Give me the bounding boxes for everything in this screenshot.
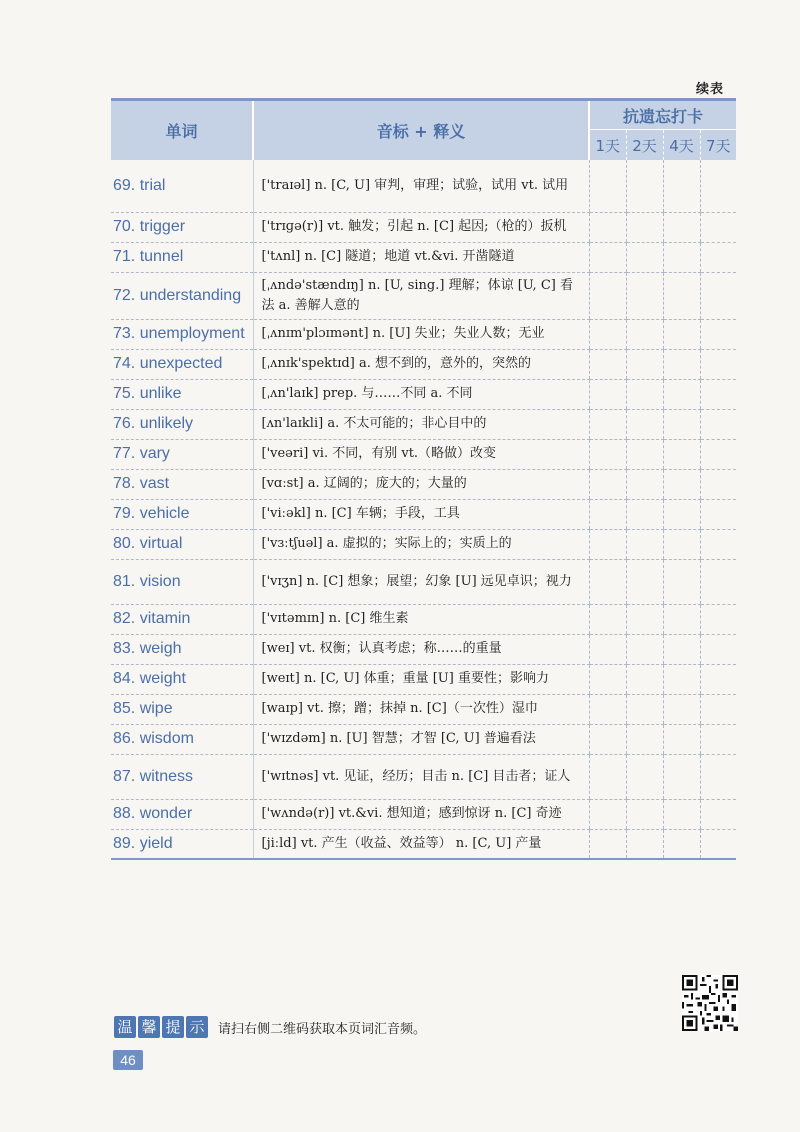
tip-badge: 温 (114, 1016, 136, 1038)
tip-badge: 馨 (138, 1016, 160, 1038)
vocab-meaning: [jiːld] vt. 产生（收益、效益等） n. [C, U] 产量 (253, 829, 589, 859)
review-checkbox[interactable] (700, 604, 736, 634)
review-checkbox[interactable] (663, 604, 700, 634)
review-checkbox[interactable] (700, 319, 736, 349)
review-checkbox[interactable] (700, 439, 736, 469)
review-checkbox[interactable] (626, 724, 663, 754)
review-checkbox[interactable] (589, 664, 626, 694)
table-row (111, 724, 736, 754)
table-row (111, 694, 736, 724)
review-checkbox[interactable] (700, 499, 736, 529)
review-checkbox[interactable] (626, 664, 663, 694)
table-row (111, 379, 736, 409)
review-checkbox[interactable] (700, 754, 736, 799)
review-checkbox[interactable] (589, 160, 626, 212)
table-row (111, 664, 736, 694)
review-checkbox[interactable] (663, 829, 700, 859)
vocab-meaning: [ˌʌnɪm'plɔɪmənt] n. [U] 失业；失业人数；无业 (253, 319, 589, 349)
table-row (111, 349, 736, 379)
vocabulary-table (111, 98, 736, 860)
review-checkbox[interactable] (663, 634, 700, 664)
review-checkbox[interactable] (700, 694, 736, 724)
table-row (111, 409, 736, 439)
vocab-word: 69. trial (111, 160, 253, 212)
vocab-meaning: [ʌn'laɪkli] a. 不太可能的；非心目中的 (253, 409, 589, 439)
review-checkbox[interactable] (700, 529, 736, 559)
review-checkbox[interactable] (589, 754, 626, 799)
table-row (111, 529, 736, 559)
qr-code[interactable] (682, 975, 738, 1031)
review-checkbox[interactable] (700, 272, 736, 319)
review-checkbox[interactable] (589, 499, 626, 529)
review-checkbox[interactable] (589, 529, 626, 559)
table-row (111, 242, 736, 272)
vocab-word: 79. vehicle (111, 499, 253, 529)
review-checkbox[interactable] (589, 349, 626, 379)
vocab-word: 81. vision (111, 559, 253, 604)
header-day-7: 7天 (700, 130, 736, 161)
review-checkbox[interactable] (589, 799, 626, 829)
vocab-meaning: ['viːəkl] n. [C] 车辆；手段，工具 (253, 499, 589, 529)
review-checkbox[interactable] (626, 469, 663, 499)
review-checkbox[interactable] (626, 439, 663, 469)
review-checkbox[interactable] (589, 242, 626, 272)
review-checkbox[interactable] (589, 634, 626, 664)
vocab-word: 77. vary (111, 439, 253, 469)
review-checkbox[interactable] (589, 272, 626, 319)
table-row (111, 559, 736, 604)
review-checkbox[interactable] (700, 559, 736, 604)
continued-label: 续表 (696, 82, 725, 97)
review-checkbox[interactable] (663, 529, 700, 559)
review-checkbox[interactable] (626, 319, 663, 349)
review-checkbox[interactable] (589, 212, 626, 242)
vocab-meaning: [weɪ] vt. 权衡；认真考虑；称……的重量 (253, 634, 589, 664)
review-checkbox[interactable] (663, 469, 700, 499)
vocab-meaning: [ˌʌn'laɪk] prep. 与……不同 a. 不同 (253, 379, 589, 409)
review-checkbox[interactable] (700, 829, 736, 859)
review-checkbox[interactable] (700, 469, 736, 499)
review-checkbox[interactable] (663, 349, 700, 379)
review-checkbox[interactable] (700, 379, 736, 409)
table-row (111, 499, 736, 529)
review-checkbox[interactable] (663, 799, 700, 829)
header-day-1: 1天 (589, 130, 626, 161)
vocab-word: 72. understanding (111, 272, 253, 319)
review-checkbox[interactable] (700, 634, 736, 664)
vocab-word: 74. unexpected (111, 349, 253, 379)
table-row (111, 160, 736, 212)
review-checkbox[interactable] (663, 694, 700, 724)
table-row (111, 439, 736, 469)
header-word: 单词 (111, 100, 253, 161)
review-checkbox[interactable] (626, 799, 663, 829)
review-checkbox[interactable] (700, 349, 736, 379)
tip-badge: 提 (162, 1016, 184, 1038)
header-day-2: 2天 (626, 130, 663, 161)
review-checkbox[interactable] (663, 160, 700, 212)
review-checkbox[interactable] (626, 829, 663, 859)
table-row (111, 469, 736, 499)
vocab-meaning: ['vɜːtʃuəl] a. 虚拟的；实际上的；实质上的 (253, 529, 589, 559)
table-row (111, 754, 736, 799)
review-checkbox[interactable] (700, 242, 736, 272)
vocab-meaning: [weɪt] n. [C, U] 体重；重量 [U] 重要性；影响力 (253, 664, 589, 694)
review-checkbox[interactable] (589, 694, 626, 724)
vocab-word: 71. tunnel (111, 242, 253, 272)
review-checkbox[interactable] (626, 499, 663, 529)
review-checkbox[interactable] (626, 754, 663, 799)
review-checkbox[interactable] (589, 829, 626, 859)
vocab-word: 70. trigger (111, 212, 253, 242)
vocab-word: 75. unlike (111, 379, 253, 409)
vocab-word: 73. unemployment (111, 319, 253, 349)
vocab-word: 86. wisdom (111, 724, 253, 754)
vocab-word: 83. weigh (111, 634, 253, 664)
table-row (111, 799, 736, 829)
review-checkbox[interactable] (589, 469, 626, 499)
vocab-meaning: ['wɪzdəm] n. [U] 智慧；才智 [C, U] 普遍看法 (253, 724, 589, 754)
tip-badge: 示 (186, 1016, 208, 1038)
review-checkbox[interactable] (589, 604, 626, 634)
vocab-meaning: [ˌʌndə'stændɪŋ] n. [U, sing.] 理解；体谅 [U, C] 看法 a. 善解人意的 (253, 272, 589, 319)
vocab-meaning: [vɑːst] a. 辽阔的；庞大的；大量的 (253, 469, 589, 499)
review-checkbox[interactable] (626, 409, 663, 439)
review-checkbox[interactable] (589, 559, 626, 604)
review-checkbox[interactable] (626, 694, 663, 724)
review-checkbox[interactable] (626, 379, 663, 409)
review-checkbox[interactable] (589, 409, 626, 439)
review-checkbox[interactable] (700, 212, 736, 242)
review-checkbox[interactable] (589, 319, 626, 349)
review-checkbox[interactable] (626, 604, 663, 634)
review-checkbox[interactable] (663, 379, 700, 409)
vocab-meaning: [waɪp] vt. 擦；蹭；抹掉 n. [C]（一次性）湿巾 (253, 694, 589, 724)
review-checkbox[interactable] (626, 242, 663, 272)
header-day-4: 4天 (663, 130, 700, 161)
review-checkbox[interactable] (663, 559, 700, 604)
review-checkbox[interactable] (663, 319, 700, 349)
vocab-meaning: ['wʌndə(r)] vt.&vi. 想知道；感到惊讶 n. [C] 奇迹 (253, 799, 589, 829)
vocab-word: 82. vitamin (111, 604, 253, 634)
vocab-word: 78. vast (111, 469, 253, 499)
table-row (111, 829, 736, 859)
vocab-word: 80. virtual (111, 529, 253, 559)
review-checkbox[interactable] (589, 379, 626, 409)
review-checkbox[interactable] (589, 724, 626, 754)
vocab-word: 85. wipe (111, 694, 253, 724)
vocab-meaning: ['vɪtəmɪn] n. [C] 维生素 (253, 604, 589, 634)
review-checkbox[interactable] (626, 559, 663, 604)
review-checkbox[interactable] (663, 272, 700, 319)
review-checkbox[interactable] (663, 664, 700, 694)
review-checkbox[interactable] (700, 664, 736, 694)
vocab-meaning: ['wɪtnəs] vt. 见证，经历；目击 n. [C] 目击者；证人 (253, 754, 589, 799)
review-checkbox[interactable] (626, 634, 663, 664)
review-checkbox[interactable] (626, 160, 663, 212)
vocab-meaning: ['veəri] vi. 不同，有别 vt.（略做）改变 (253, 439, 589, 469)
vocab-meaning: ['tʌnl] n. [C] 隧道；地道 vt.&vi. 开凿隧道 (253, 242, 589, 272)
vocab-meaning: ['vɪʒn] n. [C] 想象；展望；幻象 [U] 远见卓识；视力 (253, 559, 589, 604)
vocab-meaning: ['trɪɡə(r)] vt. 触发；引起 n. [C] 起因;（枪的）扳机 (253, 212, 589, 242)
review-checkbox[interactable] (626, 272, 663, 319)
table-row (111, 212, 736, 242)
review-checkbox[interactable] (700, 160, 736, 212)
tip-banner (114, 1016, 426, 1038)
review-checkbox[interactable] (700, 799, 736, 829)
review-checkbox[interactable] (626, 529, 663, 559)
review-checkbox[interactable] (589, 439, 626, 469)
vocab-meaning: [ˌʌnɪk'spektɪd] a. 想不到的，意外的，突然的 (253, 349, 589, 379)
header-meaning: 音标 + 释义 (253, 100, 589, 161)
vocab-word: 89. yield (111, 829, 253, 859)
page-number: 46 (113, 1050, 143, 1070)
vocab-word: 87. witness (111, 754, 253, 799)
table-row (111, 319, 736, 349)
header-review: 抗遗忘打卡 (589, 100, 736, 130)
tip-text: 请扫右侧二维码获取本页词汇音频。 (218, 1021, 427, 1037)
review-checkbox[interactable] (663, 409, 700, 439)
review-checkbox[interactable] (663, 242, 700, 272)
table-row (111, 634, 736, 664)
table-row (111, 604, 736, 634)
review-checkbox[interactable] (663, 724, 700, 754)
vocab-word: 76. unlikely (111, 409, 253, 439)
review-checkbox[interactable] (663, 499, 700, 529)
vocab-word: 84. weight (111, 664, 253, 694)
review-checkbox[interactable] (700, 409, 736, 439)
vocab-word: 88. wonder (111, 799, 253, 829)
review-checkbox[interactable] (626, 212, 663, 242)
review-checkbox[interactable] (663, 754, 700, 799)
vocab-meaning: ['traɪəl] n. [C, U] 审判，审理；试验，试用 vt. 试用 (253, 160, 589, 212)
review-checkbox[interactable] (700, 724, 736, 754)
review-checkbox[interactable] (626, 349, 663, 379)
review-checkbox[interactable] (663, 439, 700, 469)
table-row (111, 272, 736, 319)
review-checkbox[interactable] (663, 212, 700, 242)
